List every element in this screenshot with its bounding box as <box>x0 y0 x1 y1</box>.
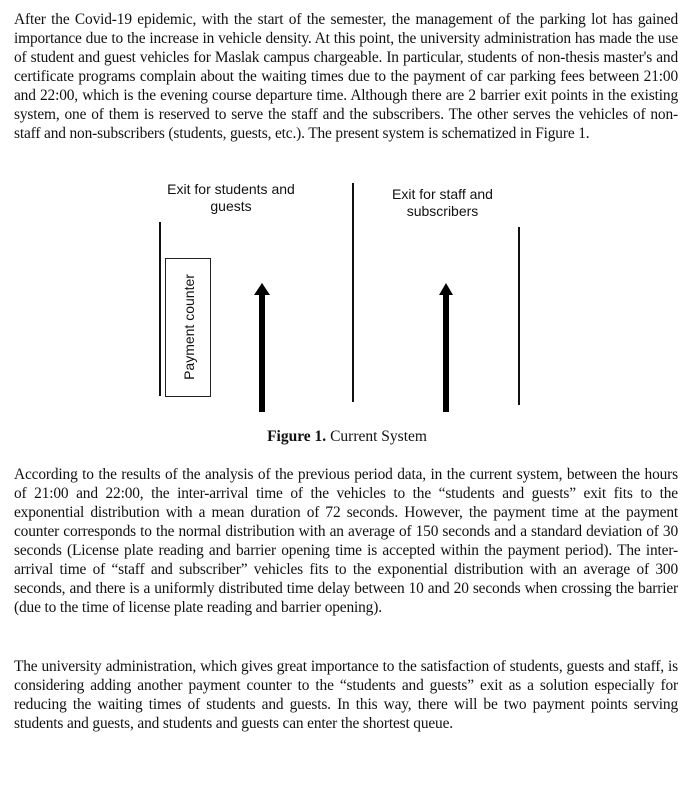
exit-students-label-line1: Exit for students and <box>167 181 295 197</box>
arrow-up-icon <box>436 283 456 413</box>
exit-staff-label <box>370 186 515 220</box>
figure-caption-text: Current System <box>326 428 427 445</box>
figure-caption-label: Figure 1. <box>267 428 327 445</box>
exit-students-label <box>160 181 302 215</box>
lane-divider-right <box>518 227 520 405</box>
lane-divider-middle <box>352 183 354 402</box>
figure-caption <box>0 428 694 446</box>
lane-divider-left <box>159 222 161 396</box>
exit-students-label-line2: guests <box>210 198 252 214</box>
intro-paragraph: After the Covid-19 epidemic, with the start of the semester, the management of the parking lot has gained importance due to the increase in vehicle density. At this point, the university administration has made the use of student and guest vehicles for Maslak campus chargeable. In particular, students of non-thesis master's and certificate programs complain about the waiting times due to the payment of car parking fees between 21:00 and 22:00, which is the evening course departure time. Although there are 2 barrier exit points in the existing system, one of them is reserved to serve the staff and the subscribers. The other serves the vehicles of non-staff and non-subscribers (students, guests, etc.). The present system is schematized in Figure 1. <box>14 11 678 142</box>
proposal-paragraph: The university administration, which gives great importance to the satisfaction of students, guests and staff, is considering adding another payment counter to the “students and guests” exit as a solution especially for reducing the waiting times of students and guests. In this way, there will be two payment points serving students and guests, and students and guests can enter the shortest queue. <box>14 658 678 732</box>
analysis-paragraph: According to the results of the analysis of the previous period data, in the current system, between the hours of 21:00 and 22:00, the inter-arrival time of the vehicles to the “students and guests” exit fits to the exponential distribution with a mean duration of 72 seconds. However, the payment time at the payment counter corresponds to the normal distribution with an average of 150 seconds and a standard deviation of 30 seconds (License plate reading and barrier opening time is accepted within the payment period). The inter-arrival time of “staff and subscriber” vehicles fits to the exponential distribution with an average of 300 seconds, and there is a uniformly distributed time delay between 10 and 20 seconds when crossing the barrier (due to the time of license plate reading and barrier opening). <box>14 466 678 616</box>
exit-staff-label-line1: Exit for staff and <box>392 186 493 202</box>
payment-counter-label: Payment counter <box>181 274 197 380</box>
payment-counter-box <box>165 258 211 397</box>
arrow-up-icon <box>252 283 272 413</box>
exit-staff-label-line2: subscribers <box>406 203 479 219</box>
